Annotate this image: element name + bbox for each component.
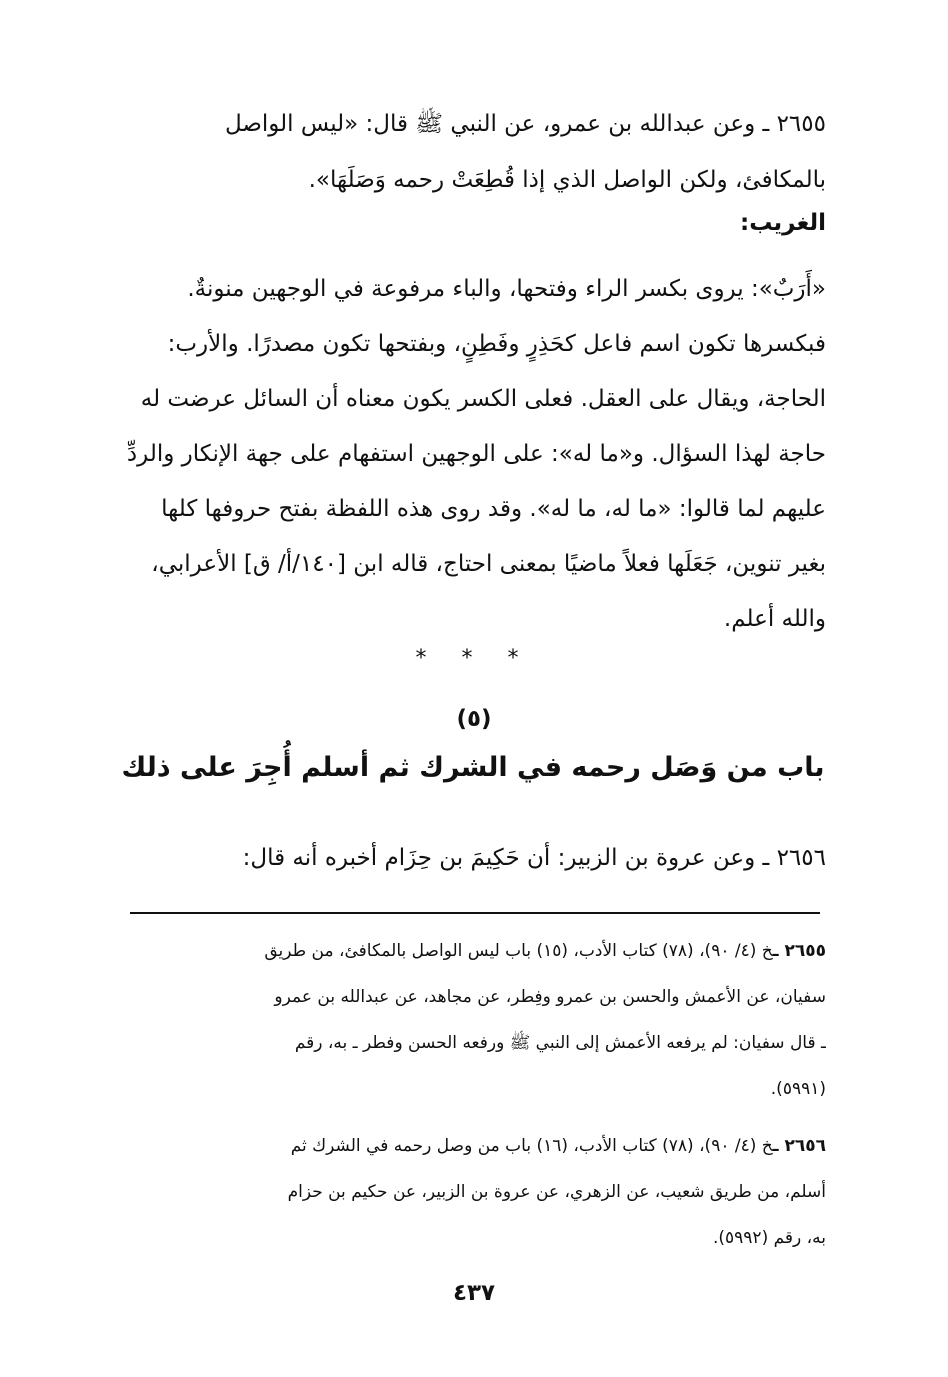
text-line: الحاجة، ويقال على العقل. فعلى الكسر يكون معناه أن السائل عرضت له: [140, 386, 826, 412]
text-line: بالمكافئ، ولكن الواصل الذي إذا قُطِعَتْ رحمه وَصَلَهَا».: [308, 167, 826, 193]
chapter-number: (٥): [456, 706, 492, 732]
gharib-heading: الغريب:: [740, 210, 826, 236]
footnote-2656: [120, 1123, 826, 1261]
gharib-explanation: [120, 262, 826, 647]
section-separator: * * *: [415, 646, 533, 671]
footnote-text: خ (٤/ ٩٠)، (٧٨) كتاب الأدب، (١٥) باب ليس الواصل بالمكافئ، من طريق: [264, 941, 773, 961]
text-line: ٢٦٥٦ ـ وعن عروة بن الزبير: أن حَكِيمَ بن حِزَام أخبره أنه قال:: [242, 845, 826, 871]
footnote-text: خ (٤/ ٩٠)، (٧٨) كتاب الأدب، (١٦) باب من وصل رحمه في الشرك ثم: [290, 1136, 773, 1156]
page-number: ٤٣٧: [452, 1280, 496, 1306]
text-line: بغير تنوين، جَعَلَها فعلاً ماضيًا بمعنى احتاج، قاله ابن [١٤٠/أ/ ق] الأعرابي،: [151, 551, 826, 577]
text-line: «أَرَبٌ»: يروى بكسر الراء وفتحها، والباء مرفوعة في الوجهين منونةٌ.: [187, 276, 826, 302]
footnote-line: [120, 928, 826, 974]
text-line: حاجة لهذا السؤال. و«ما له»: على الوجهين استفهام على جهة الإنكار والردِّ: [126, 441, 826, 467]
footnote-line: [120, 1123, 826, 1169]
text-line: عليهم لما قالوا: «ما له، ما له». وقد روى هذه اللفظة بفتح حروفها كلها: [161, 496, 826, 522]
footnote-line: به، رقم (٥٩٩٢).: [712, 1228, 826, 1248]
footnote-number: ٢٦٥٥ ـ: [772, 941, 826, 961]
hadith-2656: [120, 830, 826, 886]
footnote-divider: [130, 912, 820, 914]
footnote-line: سفيان، عن الأعمش والحسن بن عمرو وفِطر، عن مجاهد، عن عبدالله بن عمرو: [274, 987, 826, 1007]
footnote-number: ٢٦٥٦ ـ: [772, 1136, 826, 1156]
footnote-line: ـ قال سفيان: لم يرفعه الأعمش إلى النبي ﷺ ورفعه الحسن وفطر ـ به، رقم: [294, 1033, 826, 1053]
text-line: فبكسرها تكون اسم فاعل كحَذِرٍ وفَطِنٍ، وبفتحها تكون مصدرًا. والأرب:: [167, 331, 826, 357]
text-line: والله أعلم.: [723, 606, 826, 632]
text-line: ٢٦٥٥ ـ وعن عبدالله بن عمرو، عن النبي ﷺ قال: «ليس الواصل: [224, 111, 826, 137]
footnote-line: أسلم، من طريق شعيب، عن الزهري، عن عروة بن الزبير، عن حكيم بن حزام: [287, 1182, 826, 1202]
hadith-2655: [120, 96, 826, 208]
footnote-line: (٥٩٩١).: [770, 1079, 826, 1099]
footnote-2655: [120, 928, 826, 1112]
chapter-title: باب من وَصَل رحمه في الشرك ثم أسلم أُجِرَ على ذلك: [121, 752, 825, 783]
